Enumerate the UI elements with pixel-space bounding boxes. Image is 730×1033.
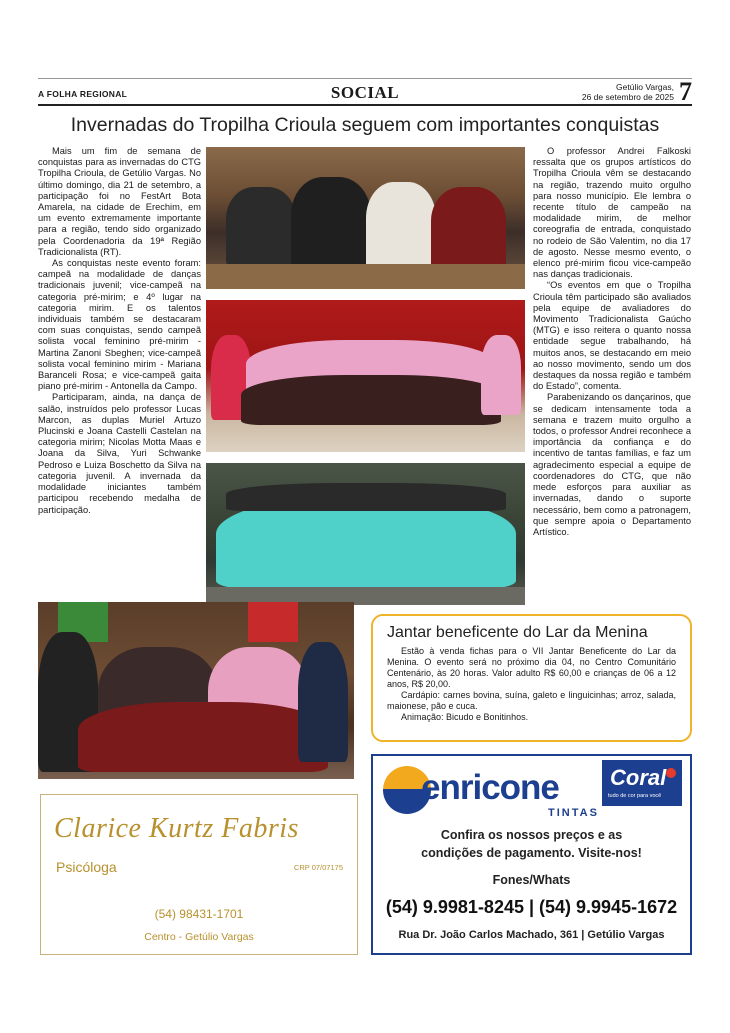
photo-group-turquoise-dresses: [206, 463, 525, 605]
ad-psychologist-profession: Psicóloga: [56, 859, 117, 875]
ad-promo-line: condições de pagamento. Visite-nos!: [421, 846, 642, 860]
article-paragraph: “Os eventos em que o Tropilha Crioula têm participado são avaliados pela equipe de avaliadores do Movimento Tradicionalista Gaúcho (MTG) e isso reitera o quanto nossa entidade segue trabalhando, há muitos anos, se destacando em meio ao nosso movimento, sendo um dos destaques da nossa região e também do Estado”, comenta.: [533, 280, 691, 392]
page-number: 7: [679, 77, 692, 106]
edition-date: [582, 82, 674, 102]
section-title: SOCIAL: [330, 83, 400, 102]
coral-tagline: tudo de cor para você: [608, 793, 662, 799]
ad-psychologist-name: Clarice Kurtz Fabris: [54, 813, 299, 844]
edition-city: Getúlio Vargas,: [616, 82, 674, 92]
enricone-wordmark: enricone: [421, 768, 559, 807]
ad-paint-store: [371, 754, 692, 955]
coral-logo: [602, 760, 682, 806]
enricone-subtitle: TINTAS: [548, 807, 599, 819]
jantar-paragraph: Cardápio: carnes bovina, suína, galeto e linguicinhas; arroz, salada, maionese, pão e cuca.: [387, 690, 676, 711]
ad-promo-line: Confira os nossos preços e as: [440, 828, 623, 842]
article-column-left: [38, 146, 201, 516]
ad-psychologist-phone: (54) 98431-1701: [154, 907, 244, 921]
coral-dot-icon: [666, 768, 676, 778]
ad-psychologist-location: Centro - Getúlio Vargas: [144, 931, 254, 943]
ad-psychologist: [40, 794, 358, 955]
jantar-body: [387, 646, 676, 723]
jantar-paragraph: Estão à venda fichas para o VII Jantar Beneficente do Lar da Menina. O evento será no próximo dia 04, no Centro Comunitário Centenário, às 20 horas. Valor adulto R$ 60,00 e crianças de 06 a 12 anos, R$ 20,00.: [387, 646, 676, 689]
page-header: [38, 78, 692, 106]
ad-address: Rua Dr. João Carlos Machado, 361 | Getúlio Vargas: [398, 929, 665, 941]
enricone-logo: [383, 762, 603, 818]
article-paragraph: Participaram, ainda, na dança de salão, instruídos pelo professor Lucas Marcon, as duplas Muriel Artuzo Plucinski e Joana Castelli Castelan na categoria mirim; Nicolas Motta Maas e Joana da Silva, Yuri Schwanke Pedroso e Luiza Boschetto da Silva na categoria juvenil. A invernada da modalidade iniciantes também participou recebendo medalha de participação.: [38, 392, 201, 515]
photo-group-pink-dresses: [206, 300, 525, 452]
photo-group-children-dancers: [38, 602, 354, 779]
article-paragraph: As conquistas neste evento foram: campeã na modalidade de danças tradicionais juvenil; vice-campeã na categoria pré-mirim; e 4º lugar na categoria mirim. E os talentos individuais também se destacaram com suas conquistas, sendo campeã solista vocal feminino pré-mirim - Martina Zanoni Sbeghen; vice-campeã solista vocal feminino mirim - Mariana Baranceli Rosa; e vice-campeã gaita piano pré-mirim - Antonella da Campo.: [38, 258, 201, 392]
article-headline: Invernadas do Tropilha Crioula seguem com importantes conquistas: [70, 114, 660, 136]
photo-group-ctg-award: [206, 147, 525, 289]
ad-phone-numbers: (54) 9.9981-8245 | (54) 9.9945-1672: [385, 897, 678, 917]
jantar-title: Jantar beneficente do Lar da Menina: [387, 624, 648, 641]
jantar-paragraph: Animação: Bicudo e Bonitinhos.: [401, 712, 529, 722]
article-paragraph: Parabenizando os dançarinos, que se dedicam intensamente toda a semana e trazem muito orgulho a todos, o professor Andrei reconhece a importância da confiança e do incentivo de tantas famílias, e faz um agradecimento especial a equipe de coordenadores do CTG, que não mede esforços para auxiliar as invernadas, dando o suporte necessário, bem como a patronagem, que sempre apoia o Departamento Artístico.: [533, 392, 691, 537]
article-paragraph: Mais um fim de semana de conquistas para as invernadas do CTG Tropilha Crioula, de Getúlio Vargas. No último domingo, dia 21 de setembro, a participação foi no FestArt Bota Amarela, na cidade de Erechim, em um evento extremamente importante para a região, tendo sido organizado pela Coordenadoria da 19ª Região Tradicionalista (RT).: [38, 146, 201, 257]
article-paragraph: O professor Andrei Falkoski ressalta que os grupos artísticos do Tropilha Crioula vêm se destacando na região, trazendo muito orgulho para nosso município. Ele lembra o recente título de campeão na modalidade mirim, de melhor coreografia de entrada, conquistado no rodeio de São Valentim, no dia 17 de agosto. Nesse mesmo evento, o elenco pré-mirim ficou vice-campeão nas danças tradicionais.: [533, 146, 691, 280]
publication-name: A FOLHA REGIONAL: [38, 89, 128, 99]
coral-wordmark: Coral: [610, 765, 667, 790]
article-column-right: [533, 146, 691, 538]
ad-psychologist-crp: CRP 07/07175: [293, 863, 343, 872]
jantar-notice-box: [371, 614, 692, 742]
edition-date-text: 26 de setembro de 2025: [581, 92, 674, 102]
ad-contact-label: Fones/Whats: [492, 873, 571, 887]
